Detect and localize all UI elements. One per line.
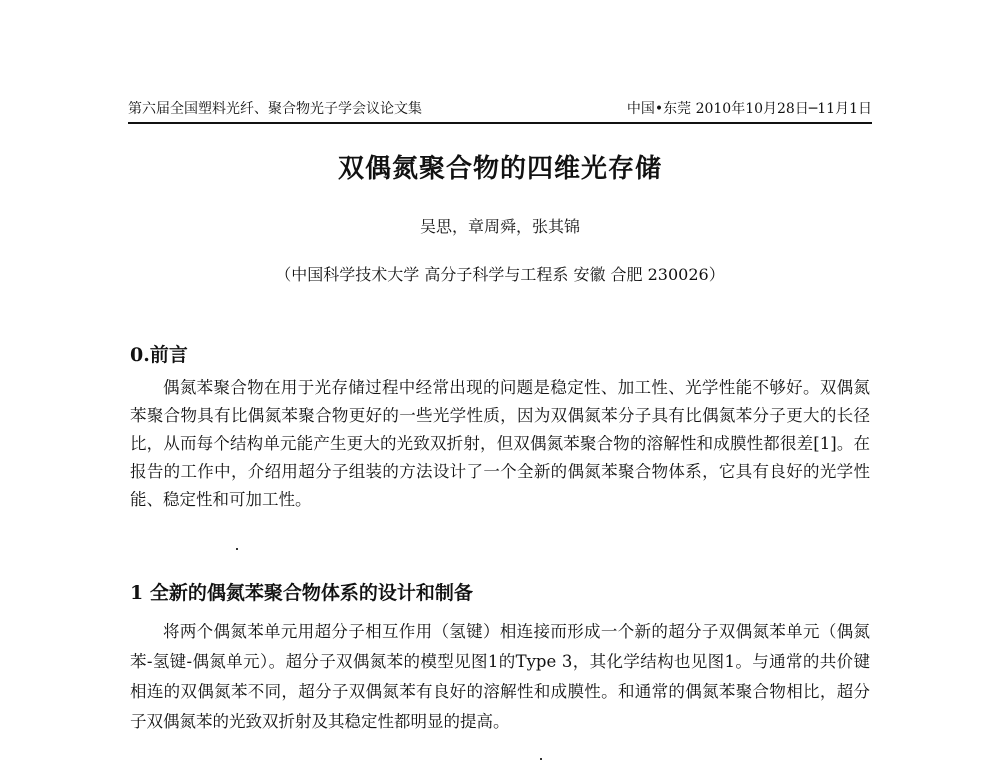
- section-heading-introduction: 0.前言: [130, 344, 188, 366]
- scan-speck: [236, 548, 238, 550]
- paragraph-introduction: 偶氮苯聚合物在用于光存储过程中经常出现的问题是稳定性、加工性、光学性能不够好。双偶氮苯聚合物具有比偶氮苯聚合物更好的一些光学性质，因为双偶氮苯分子具有比偶氮苯分子更大的长径比，从而每个结构单元能产生更大的光致双折射，但双偶氮苯聚合物的溶解性和成膜性都很差[1]。在报告的工作中，介绍用超分子组装的方法设计了一个全新的偶氮苯聚合物体系，它具有良好的光学性能、稳定性和可加工性。: [130, 378, 870, 509]
- section-heading-design: 1 全新的偶氮苯聚合物体系的设计和制备: [130, 582, 473, 604]
- header-proceedings-title: 第六届全国塑料光纤、聚合物光子学会议论文集: [128, 101, 422, 117]
- running-header: [128, 98, 872, 124]
- author-list: 吴思，章周舜，张其锦: [419, 217, 580, 236]
- affiliation: （中国科学技术大学 高分子科学与工程系 安徽 合肥 230026）: [275, 265, 725, 284]
- header-location-date: 中国•东莞 2010年10月28日─11月1日: [626, 101, 872, 117]
- paragraph-design: 将两个偶氮苯单元用超分子相互作用（氢键）相连接而形成一个新的超分子双偶氮苯单元（偶氮苯-氢键-偶氮单元）。超分子双偶氮苯的模型见图1的Type 3，其化学结构也见图1。与通常的共价键相连的双偶氮苯不同，超分子双偶氮苯有良好的溶解性和成膜性。和通常的偶氮苯聚合物相比，超分子双偶氮苯的光致双折射及其稳定性都明显的提高。: [130, 622, 870, 731]
- paper-title: 双偶氮聚合物的四维光存储: [337, 154, 662, 184]
